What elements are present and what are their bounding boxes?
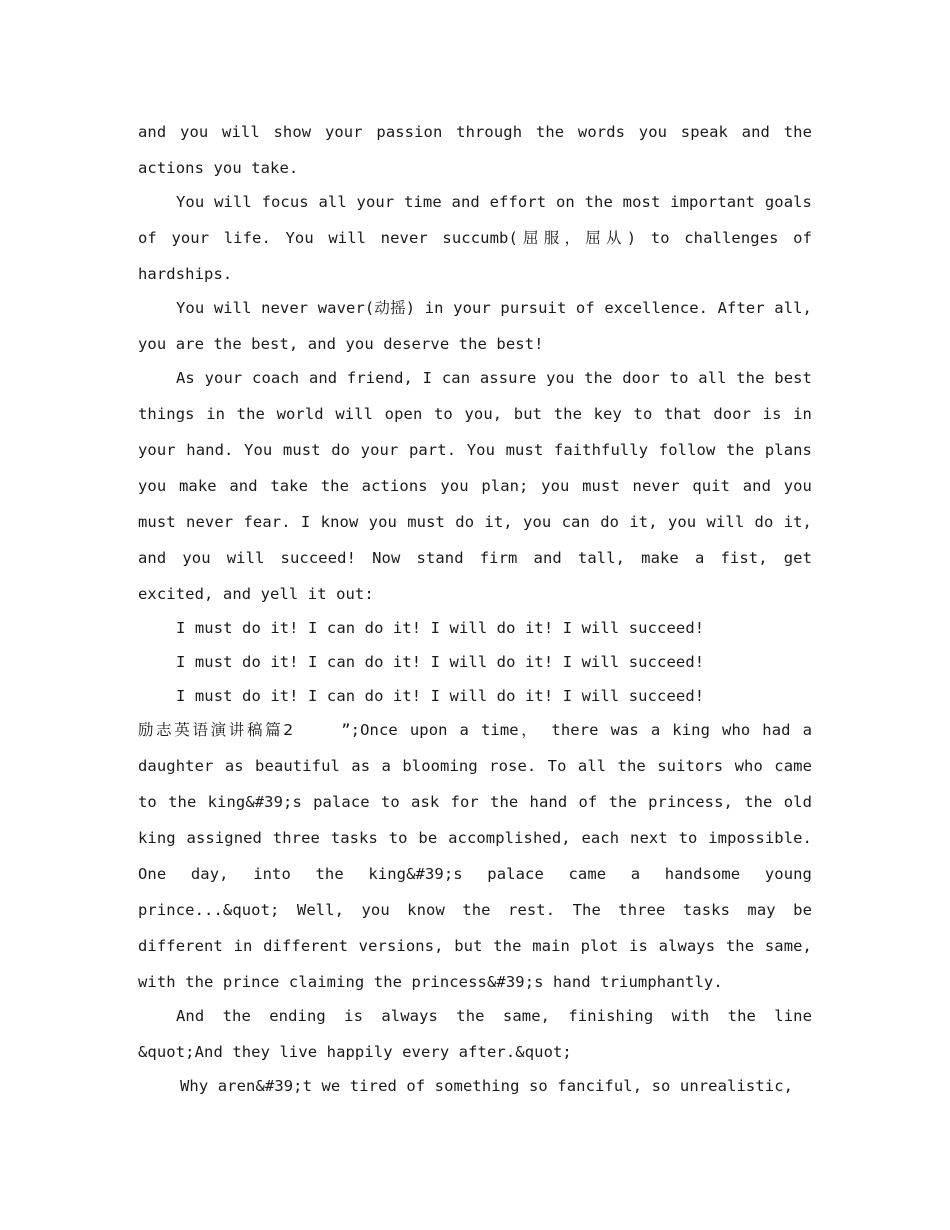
paragraph: And the ending is always the same, finishing with the line &quot;And they live happily every after.&quot; <box>138 1007 812 1061</box>
paragraph: You will never waver(动摇) in your pursuit of excellence. After all, you are the best, and you deserve the best! <box>138 299 812 353</box>
exclamation-line: I must do it! I can do it! I will do it! I will succeed! <box>176 619 705 637</box>
paragraph: and you will show your passion through the words you speak and the actions you take. <box>138 123 812 177</box>
exclamation-line: I must do it! I can do it! I will do it! I will succeed! <box>176 687 705 705</box>
paragraph: You will focus all your time and effort on the most important goals of your life. You will never succumb(屈服，屈从) to challenges of hardships. <box>138 193 812 283</box>
section-heading: 励志英语演讲稿篇2 <box>138 721 294 739</box>
section-paragraph <box>138 712 812 1000</box>
document-page <box>138 114 812 1104</box>
paragraph: As your coach and friend, I can assure you the door to all the best things in the world will open to you, but the key to that door is in your hand. You must do your part. You must faithfully follow the plans you make and take the actions you plan; you must never quit and you must never fear. I know you must do it, you can do it, you will do it, and you will succeed! Now stand firm and tall, make a fist, get excited, and yell it out: <box>138 369 812 603</box>
exclamation-line: I must do it! I can do it! I will do it! I will succeed! <box>176 653 705 671</box>
section-lead-text: ”;Once upon a time， there was a king who had a daughter as beautiful as a blooming rose. To all the suitors who came to the king&#39;s palace to ask for the hand of the princess, the old king assigned three tasks to be accomplished, each next to impossible. One day, into the king&#39;s palace came a handsome young prince...&quot; Well, you know the rest. The three tasks may be different in different versions, but the main plot is always the same, with the prince claiming the princess&#39;s hand triumphantly. <box>138 721 813 991</box>
paragraph: Why aren&#39;t we tired of something so fanciful, so unrealistic, <box>180 1077 794 1095</box>
